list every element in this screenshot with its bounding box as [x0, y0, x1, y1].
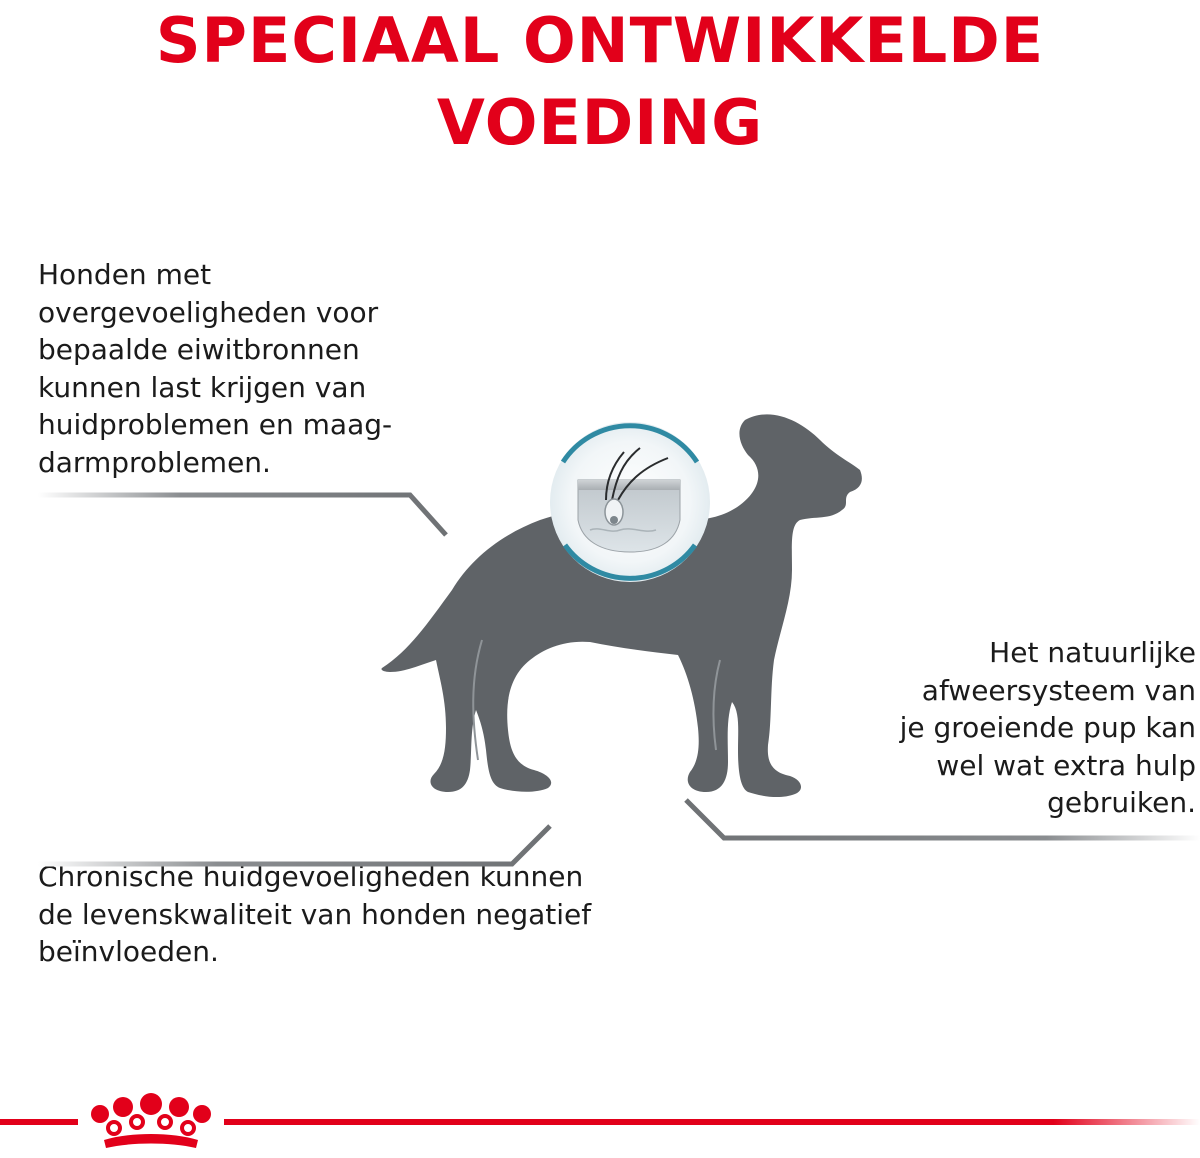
title-line-1: SPECIAAL ONTWIKKELDE — [155, 4, 1045, 77]
sensitivity-description: Honden met overgevoeligheden voor bepaalde eiwitbronnen kunnen last krijgen van huidproblemen en maag- darmproblemen. — [38, 258, 393, 479]
footer-red-line-left — [0, 1119, 78, 1125]
callout-line-top-left — [38, 495, 446, 535]
title-line-2: VOEDING — [436, 86, 764, 159]
crown-logo-icon — [91, 1093, 211, 1148]
callout-line-bottom-left — [38, 826, 550, 864]
immune-system-description: Het natuurlijke afweersysteem van je groeiende pup kan wel wat extra hulp gebruiken. — [899, 636, 1196, 819]
skin-hair-follicle-icon — [550, 422, 710, 582]
callout-line-right — [686, 800, 1200, 838]
footer-red-line-right — [224, 1119, 1200, 1125]
skin-sensitivity-description: Chronische huidgevoeligheden kunnen de levenskwaliteit van honden negatief beïnvloeden. — [38, 860, 592, 968]
brand-footer — [0, 1093, 1200, 1148]
